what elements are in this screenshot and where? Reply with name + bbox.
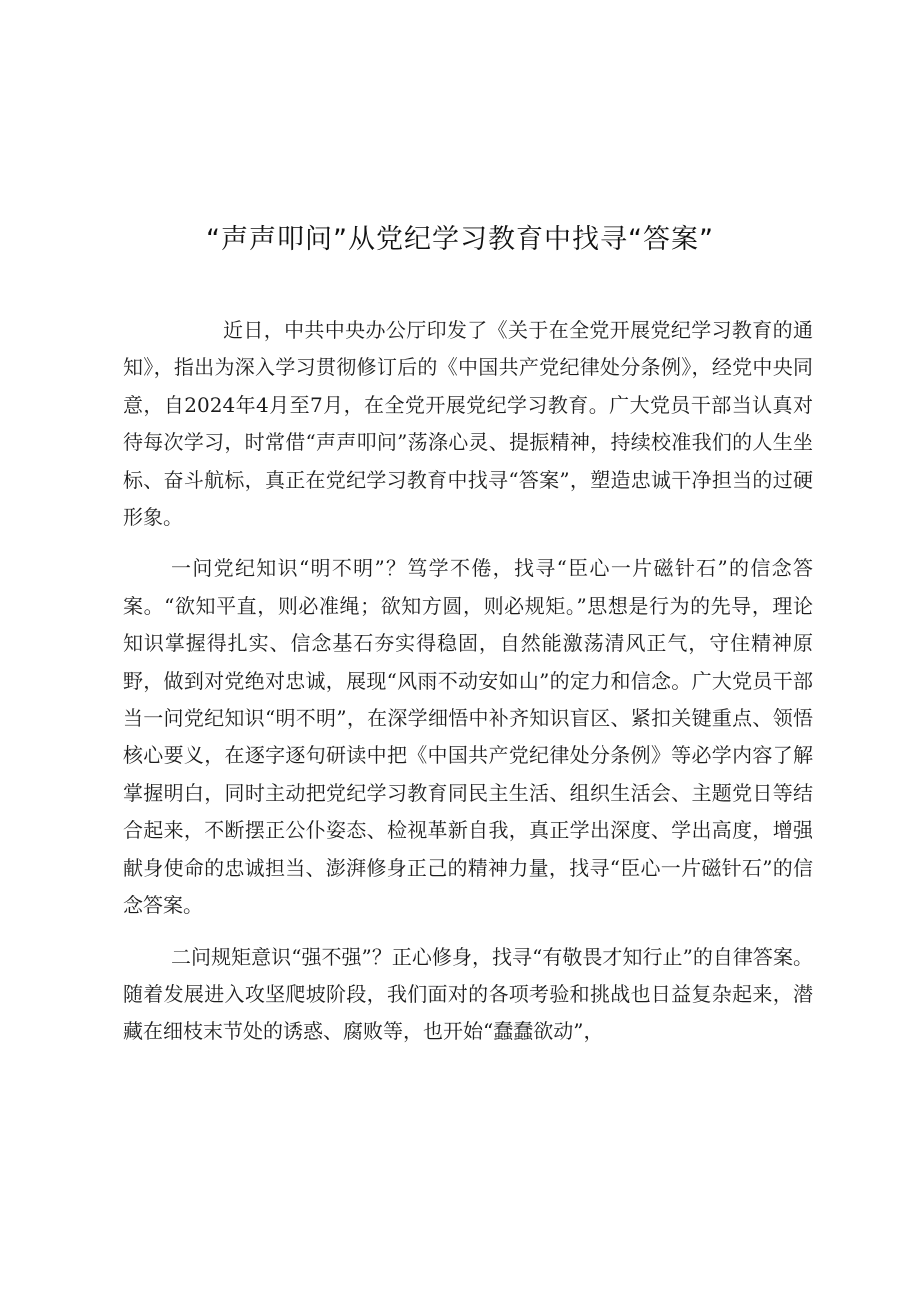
paragraph-question-two: 二问规矩意识“强不强”？正心修身，找寻“有敬畏才知行止”的自律答案。随着发展进入攻坚爬坡阶段，我们面对的各项考验和挑战也日益复杂起来，潜藏在细枝末节处的诱惑、腐败等，也开始“蠢蠢欲动”， — [123, 944, 813, 1044]
paragraph-question-one: 一问党纪知识“明不明”？笃学不倦，找寻“臣心一片磁针石”的信念答案。“欲知平直，则必准绳；欲知方圆，则必规矩。”思想是行为的先导，理论知识掌握得扎实、信念基石夯实得稳固，自然能激荡清风正气，守住精神原野，做到对党绝对忠诚，展现“风雨不动安如山”的定力和信念。广大党员干部当一问党纪知识“明不明”，在深学细悟中补齐知识盲区、紧扣关键重点、领悟核心要义，在逐字逐句研读中把《中国共产党纪律处分条例》等必学内容了解掌握明白，同时主动把党纪学习教育同民主生活、组织生活会、主题党日等结合起来，不断摆正公仆姿态、检视革新自我，真正学出深度、学出高度，增强献身使命的忠诚担当、澎湃修身正己的精神力量，找寻“臣心一片磁针石”的信念答案。 — [123, 556, 813, 918]
document-body — [123, 312, 813, 1051]
paragraph-intro: 近日，中共中央办公厅印发了《关于在全党开展党纪学习教育的通知》，指出为深入学习贯彻修订后的《中国共产党纪律处分条例》，经党中央同意，自2024年4月至7月，在全党开展党纪学习教育。广大党员干部当认真对待每次学习，时常借“声声叩问”荡涤心灵、提振精神，持续校准我们的人生坐标、奋斗航标，真正在党纪学习教育中找寻“答案”，塑造忠诚干净担当的过硬形象。 — [123, 318, 813, 530]
document-title: “声声叩问”从党纪学习教育中找寻“答案” — [206, 224, 714, 255]
